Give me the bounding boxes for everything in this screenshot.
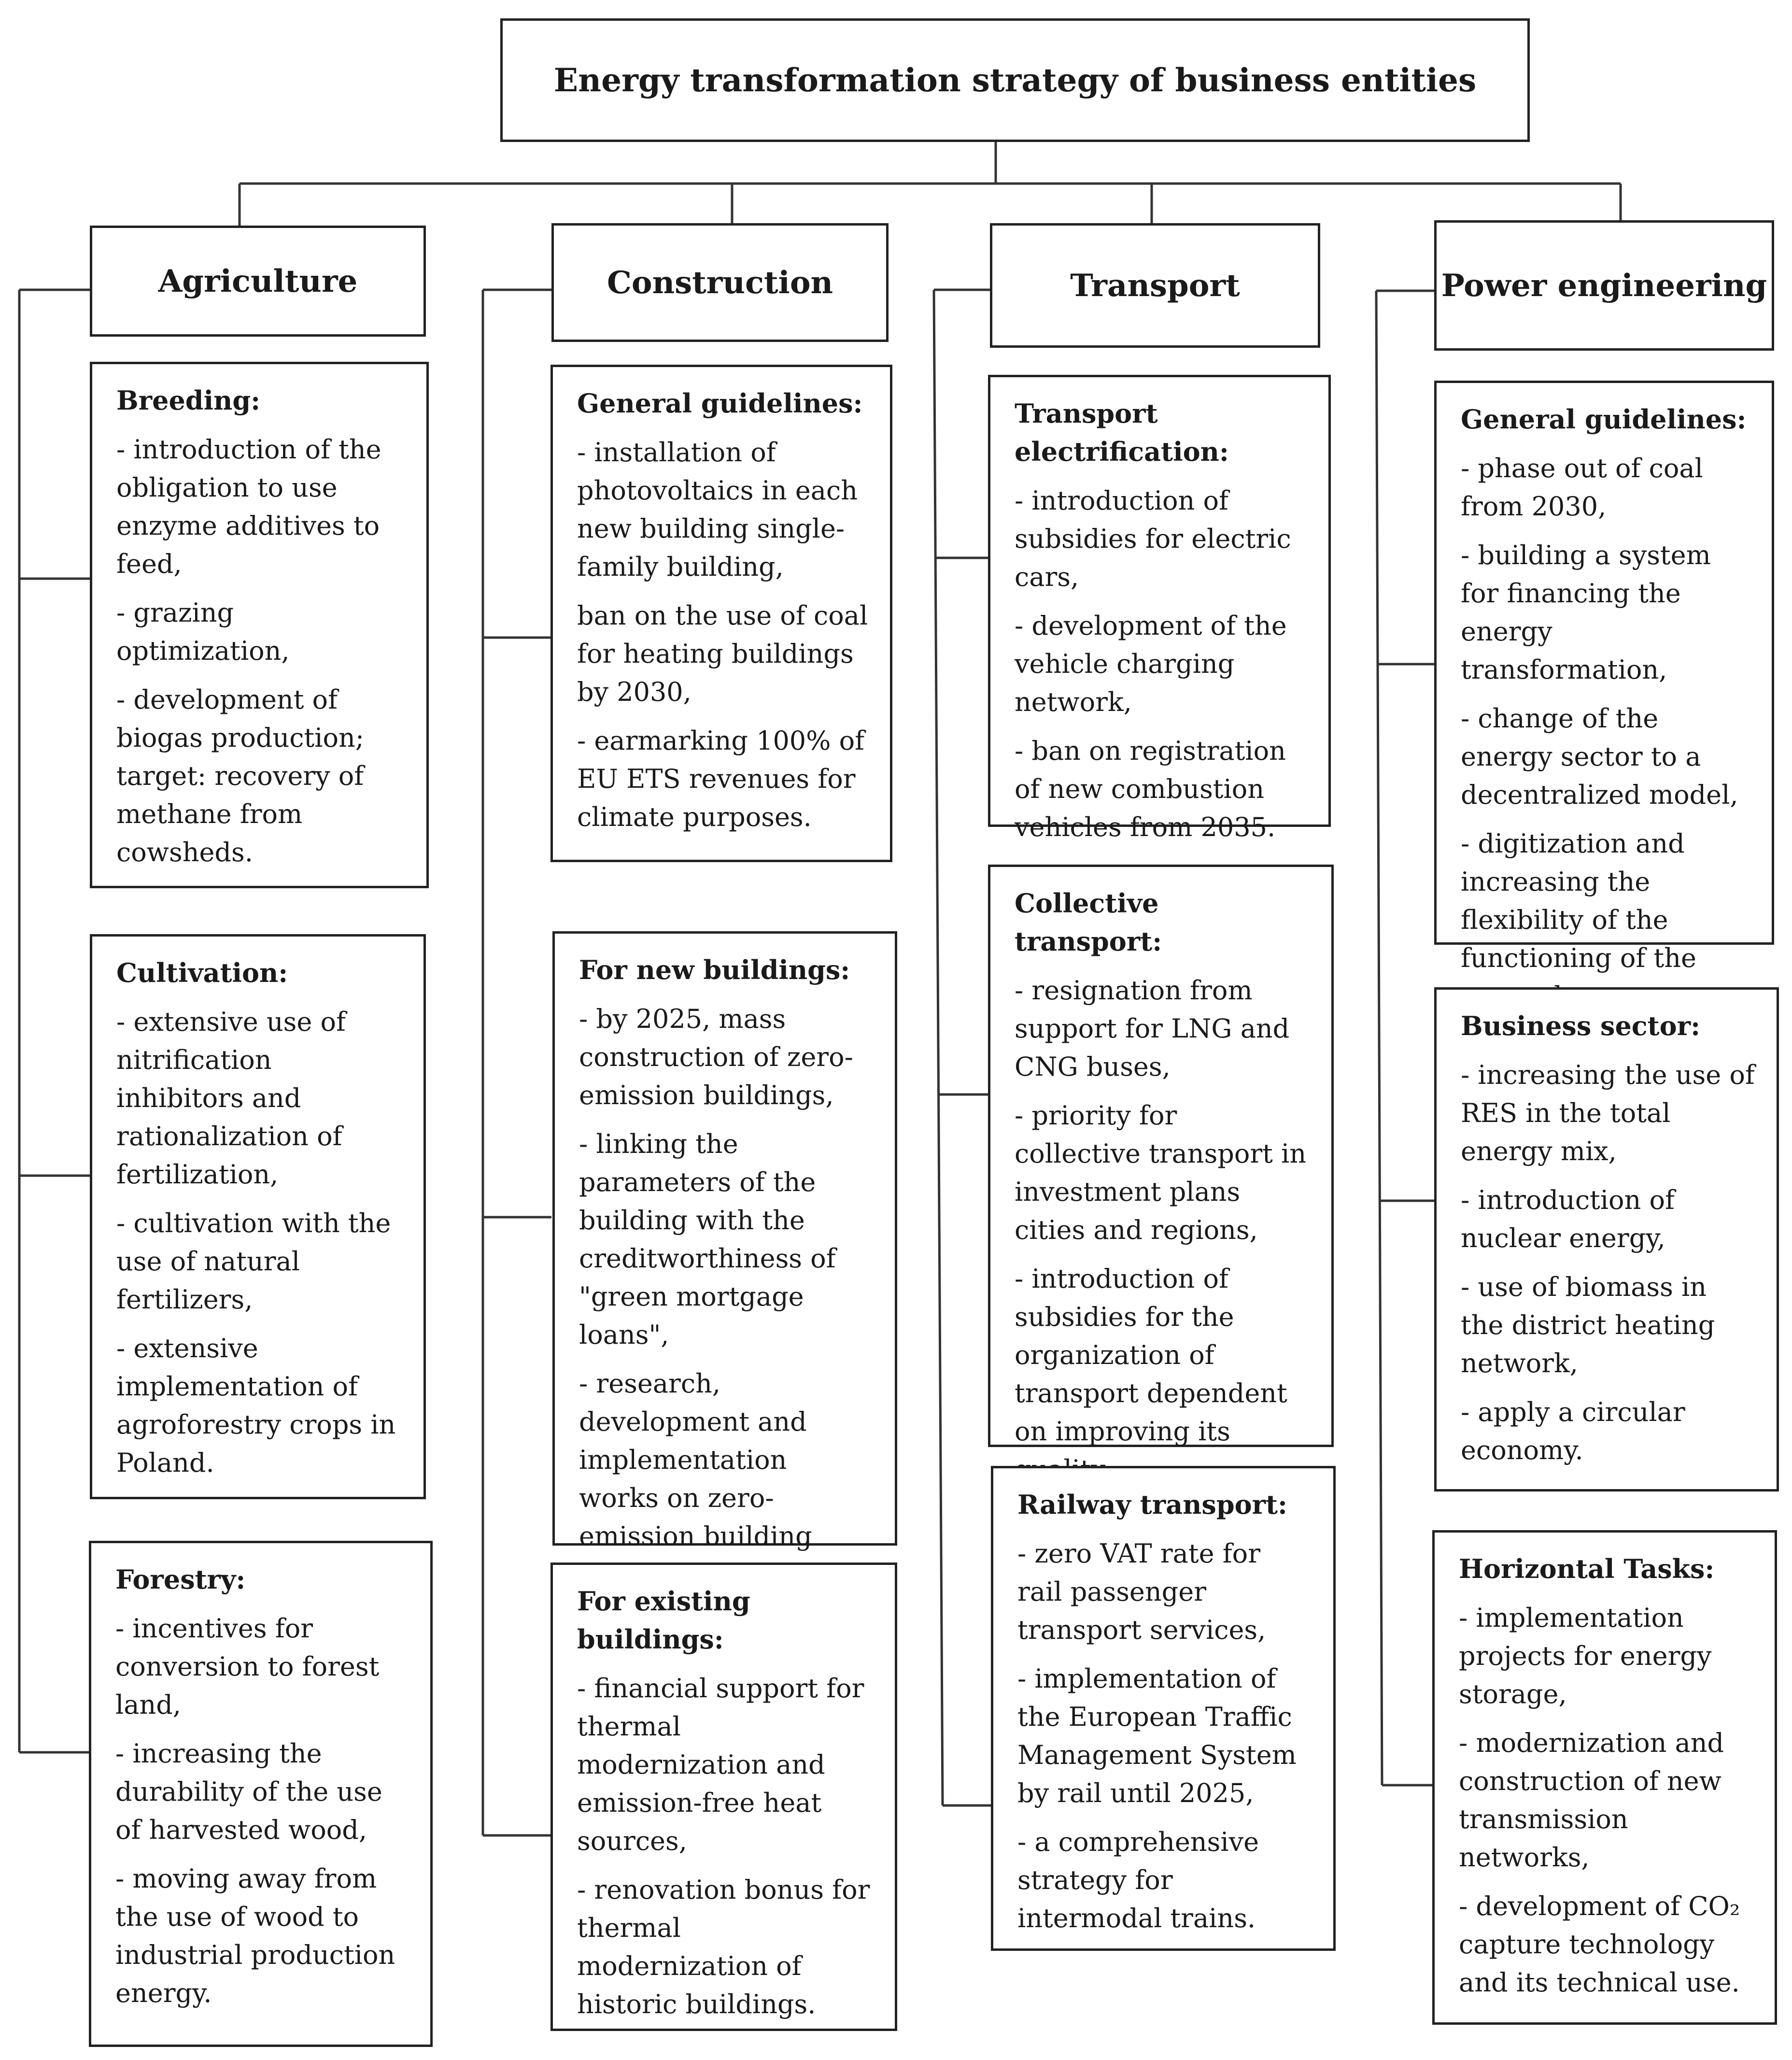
list-item: - grazing optimization,	[116, 597, 290, 666]
list-item: - installation of photovoltaics in each new building single-family building,	[577, 437, 858, 582]
section-transport-railway	[991, 1466, 1336, 1951]
list-item: - building a system for financing the energy transformation,	[1461, 540, 1711, 685]
category-construction: Construction	[551, 223, 889, 342]
section-heading: Horizontal Tasks:	[1459, 1553, 1715, 1584]
section-heading: General guidelines:	[1461, 404, 1747, 435]
section-heading: Cultivation:	[116, 957, 288, 988]
list-item: - apply a circular economy.	[1461, 1397, 1685, 1465]
list-item: ban on the use of coal for heating buildings by 2030,	[577, 600, 868, 707]
category-agriculture: Agriculture	[90, 226, 426, 337]
list-item: - earmarking 100% of EU ETS revenues for climate purposes.	[577, 725, 865, 832]
section-heading: Collective transport:	[1015, 888, 1162, 957]
list-item: - phase out of coal from 2030,	[1461, 453, 1703, 522]
list-item: - linking the parameters of the building with the creditworthiness of "green mortgage loans",	[579, 1129, 836, 1350]
list-item: - introduction of subsidies for the organization of transport dependent on improving its	[1015, 1264, 1287, 1447]
list-item: - a comprehensive strategy for intermodal trains.	[1017, 1827, 1259, 1933]
list-item: - modernization and construction of new transmission networks,	[1459, 1728, 1724, 1873]
section-construction-general-guidelines	[550, 365, 892, 862]
list-item: - ban on registration of new combustion vehicles from 2035.	[1015, 736, 1286, 842]
list-item: - renovation bonus for thermal modernization of historic buildings.	[577, 1875, 870, 2019]
list-item: - development of biogas production; target: recovery of methane from cowsheds.	[116, 684, 364, 867]
list-item: - development of CO₂ capture technology and its technical use.	[1459, 1891, 1740, 1998]
section-heading: Breeding:	[116, 385, 261, 416]
section-heading: Forestry:	[115, 1564, 246, 1595]
list-item: - increasing the durability of the use of harvested wood,	[115, 1738, 382, 1845]
list-item: - priority for collective transport in investment plans cities and regions,	[1015, 1100, 1307, 1245]
list-item: - resignation from support for LNG and CNG buses,	[1015, 975, 1290, 1082]
section-power-general-guidelines	[1434, 381, 1774, 973]
list-item: - financial support for thermal modernization and emission-free heat sources,	[577, 1673, 864, 1856]
section-heading: General guidelines:	[577, 388, 863, 419]
section-construction-new-buildings	[552, 931, 897, 1551]
list-item: - introduction of subsidies for electric cars,	[1015, 485, 1291, 592]
list-item: - extensive implementation of agroforestry crops in Poland.	[116, 1333, 396, 1478]
section-power-horizontal-tasks	[1432, 1530, 1777, 2025]
list-item: - introduction of nuclear energy,	[1461, 1185, 1675, 1253]
list-item: - incentives for conversion to forest land,	[115, 1613, 380, 1720]
section-power-business-sector	[1434, 987, 1779, 1492]
category-transport: Transport	[990, 223, 1320, 348]
section-heading: For new buildings:	[579, 954, 850, 985]
category-power-engineering: Power engineering	[1434, 220, 1774, 351]
section-transport-electrification	[988, 375, 1331, 842]
list-item: - zero VAT rate for rail passenger transport services,	[1017, 1538, 1266, 1645]
section-heading: Railway transport:	[1017, 1489, 1287, 1520]
list-item: - implementation of the European Traffic Management System by rail until 2025,	[1017, 1663, 1297, 1808]
list-item: - change of the energy sector to a decentralized model,	[1461, 703, 1738, 810]
section-transport-collective	[988, 865, 1334, 1447]
list-item: - cultivation with the use of natural fertilizers,	[116, 1208, 391, 1315]
list-item: - implementation projects for energy storage,	[1459, 1603, 1712, 1709]
list-item: - development of the vehicle charging network,	[1015, 611, 1287, 717]
diagram-title: Energy transformation strategy of business entities	[500, 18, 1530, 142]
list-item: - research, development and implementation works on zero-emission building	[579, 1368, 812, 1551]
section-heading: For existing buildings:	[577, 1586, 750, 1655]
list-item: - digitization and increasing the flexibility of the functioning of the	[1461, 828, 1696, 973]
section-agriculture-breeding	[90, 362, 429, 888]
list-item: - by 2025, mass construction of zero-emission buildings,	[579, 1004, 853, 1110]
list-item: - extensive use of nitrification inhibitors and rationalization of fertilization,	[116, 1007, 346, 1190]
list-item: - moving away from the use of wood to industrial production energy.	[115, 1863, 395, 2008]
list-item: - increasing the use of RES in the total energy mix,	[1461, 1060, 1755, 1166]
section-heading: Business sector:	[1461, 1010, 1701, 1041]
section-agriculture-forestry	[89, 1541, 433, 2047]
list-item: - use of biomass in the district heating network,	[1461, 1272, 1715, 1378]
section-agriculture-cultivation	[90, 934, 426, 1499]
section-heading: Transport electrification:	[1015, 398, 1229, 467]
list-item: - introduction of the obligation to use enzyme additives to feed,	[116, 434, 381, 579]
section-construction-existing-buildings	[550, 1563, 897, 2031]
